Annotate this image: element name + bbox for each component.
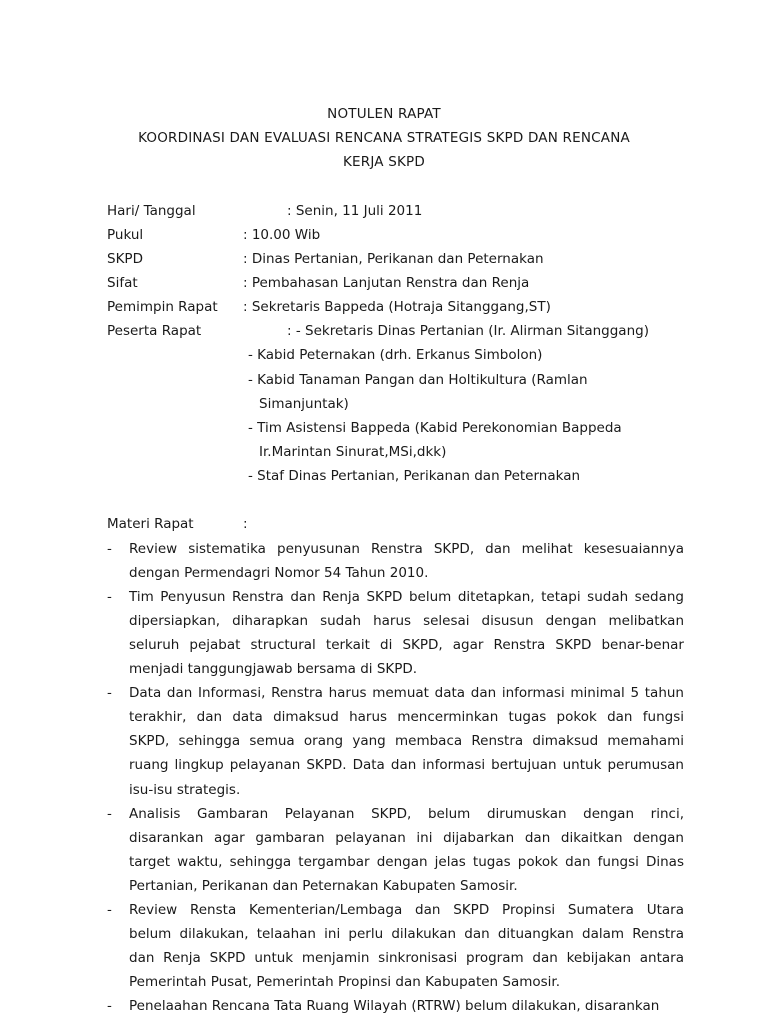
materi-item-line: Review sistematika penyusunan Renstra SKPD, dan melihat kesesuaiannya [129, 540, 684, 557]
materi-item-line: SKPD, sehingga semua orang yang membaca Renstra dimaksud memahami [129, 733, 684, 750]
materi-bullet-dash: - [107, 540, 112, 557]
materi-item-line: seluruh pejabat structural terkait di SKPD, agar Renstra SKPD benar-benar [129, 636, 684, 653]
pukul-value: : 10.00 Wib [243, 227, 321, 243]
peserta-item-cont: Simanjuntak) [259, 396, 349, 412]
materi-bullet-dash: - [107, 902, 112, 918]
materi-item-line: dan Renja SKPD untuk menjamin sinkronisasi program dan kebijakan antara [129, 950, 684, 967]
sifat-value: : Pembahasan Lanjutan Renstra dan Renja [243, 275, 530, 291]
peserta-item-cont: Ir.Marintan Sinurat,MSi,dkk) [259, 444, 447, 460]
peserta-value: : - Sekretaris Dinas Pertanian (Ir. Alirman Sitanggang) [287, 323, 649, 339]
materi-item-line: Pertanian, Perikanan dan Peternakan Kabupaten Samosir. [129, 877, 518, 894]
materi-item-line: Review Rensta Kementerian/Lembaga dan SKPD Propinsi Sumatera Utara [129, 902, 684, 918]
doc-subtitle: KOORDINASI DAN EVALUASI RENCANA STRATEGIS SKPD DAN RENCANA [138, 130, 630, 146]
materi-item-line: isu-isu strategis. [129, 781, 241, 798]
skpd-label: SKPD [107, 251, 143, 267]
hari-value: : Senin, 11 Juli 2011 [287, 203, 423, 219]
materi-item-line: ruang lingkup pelayanan SKPD. Data dan informasi bertujuan untuk perumusan [129, 757, 684, 774]
materi-item-line: menjadi tanggungjawab bersama di SKPD. [129, 661, 418, 677]
materi-bullet-dash: - [107, 685, 112, 702]
doc-title: NOTULEN RAPAT [327, 106, 441, 122]
peserta-label: Peserta Rapat [107, 323, 202, 339]
materi-item-line: Penelaahan Rencana Tata Ruang Wilayah (RTRW) belum dilakukan, disarankan [129, 998, 660, 1015]
pemimpin-label: Pemimpin Rapat [107, 299, 218, 315]
doc-subtitle-cont: KERJA SKPD [343, 154, 425, 170]
peserta-item: - Tim Asistensi Bappeda (Kabid Perekonomian Bappeda [248, 420, 622, 436]
materi-item-line: dipersiapkan, diharapkan sudah harus selesai disusun dengan melibatkan [129, 612, 684, 629]
materi-item-line: dengan Permendagri Nomor 54 Tahun 2010. [129, 564, 429, 581]
peserta-item: - Kabid Peternakan (drh. Erkanus Simbolon) [248, 347, 543, 363]
materi-item-line: target waktu, sehingga tergambar dengan jelas tugas pokok dan fungsi Dinas [129, 853, 684, 870]
peserta-item: - Staf Dinas Pertanian, Perikanan dan Peternakan [248, 468, 581, 484]
skpd-value: : Dinas Pertanian, Perikanan dan Peternakan [243, 251, 544, 267]
materi-bullet-dash: - [107, 998, 112, 1015]
materi-item-line: Data dan Informasi, Renstra harus memuat data dan informasi minimal 5 tahun [129, 685, 684, 702]
materi-colon: : [243, 516, 248, 532]
sifat-label: Sifat [107, 275, 138, 291]
materi-bullet-dash: - [107, 805, 112, 822]
materi-item-line: belum dilakukan, telaahan ini perlu dilakukan dan dituangkan dalam Renstra [129, 926, 684, 943]
peserta-item: - Kabid Tanaman Pangan dan Holtikultura (Ramlan [248, 372, 588, 388]
hari-label: Hari/ Tanggal [107, 203, 196, 219]
pemimpin-value: : Sekretaris Bappeda (Hotraja Sitanggang,ST) [243, 299, 551, 315]
materi-bullet-dash: - [107, 588, 112, 605]
materi-item-line: Analisis Gambaran Pelayanan SKPD, belum dirumuskan dengan rinci, [129, 805, 684, 822]
materi-item-line: Tim Penyusun Renstra dan Renja SKPD belum ditetapkan, tetapi sudah sedang [129, 588, 684, 605]
materi-item-line: terakhir, dan data dimaksud harus mencerminkan tugas pokok dan fungsi [129, 709, 684, 726]
materi-item-line: disarankan agar gambaran pelayanan ini dijabarkan dan dikaitkan dengan [129, 829, 684, 846]
pukul-label: Pukul [107, 227, 144, 243]
materi-item-line: Pemerintah Pusat, Pemerintah Propinsi dan Kabupaten Samosir. [129, 974, 561, 991]
materi-label: Materi Rapat [107, 516, 194, 532]
